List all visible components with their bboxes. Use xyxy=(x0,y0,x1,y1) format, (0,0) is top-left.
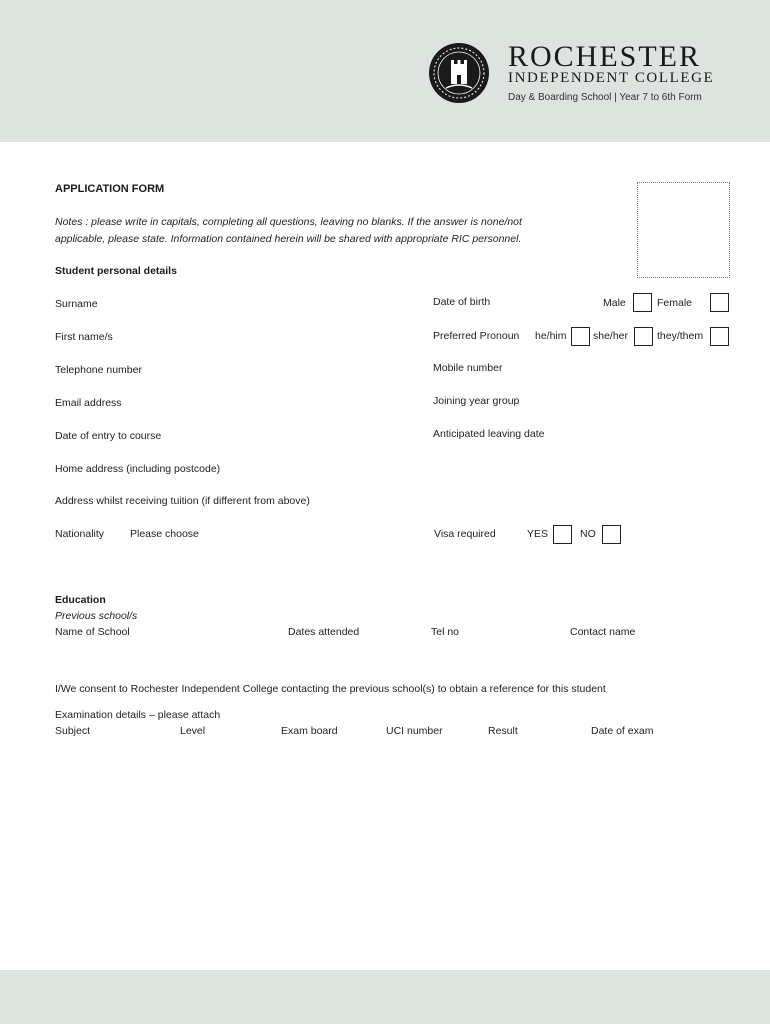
result-column: Result xyxy=(488,725,518,737)
visa-yes-label: YES xyxy=(527,528,549,540)
contact-name-column: Contact name xyxy=(570,626,636,638)
she-her-checkbox[interactable] xyxy=(634,327,653,346)
form-title: APPLICATION FORM xyxy=(55,183,165,195)
college-name: ROCHESTER xyxy=(508,40,702,73)
photo-box[interactable] xyxy=(637,182,730,278)
male-label: Male xyxy=(603,297,626,309)
female-label: Female xyxy=(657,297,693,309)
leaving-date-label: Anticipated leaving date xyxy=(433,428,545,440)
notes-line-2: applicable, please state. Information contained herein will be shared with appropriate RIC personnel. xyxy=(55,233,522,245)
email-label: Email address xyxy=(55,397,122,409)
visa-label: Visa required xyxy=(434,528,496,540)
he-him-label: he/him xyxy=(535,330,567,342)
entry-date-label: Date of entry to course xyxy=(55,430,162,442)
exam-board-column: Exam board xyxy=(281,725,338,737)
exam-details-heading: Examination details – please attach xyxy=(55,709,221,721)
they-them-label: they/them xyxy=(657,330,704,342)
exam-subject-column: Subject xyxy=(55,725,91,737)
joining-year-label: Joining year group xyxy=(433,395,520,407)
student-details-heading: Student personal details xyxy=(55,265,177,277)
visa-yes-checkbox[interactable] xyxy=(553,525,572,544)
notes-line-1: Notes : please write in capitals, completing all questions, leaving no blanks. If the answer is none/not xyxy=(55,216,522,228)
dates-attended-column: Dates attended xyxy=(288,626,360,638)
first-names-label: First name/s xyxy=(55,331,113,343)
college-tagline: Day & Boarding School | Year 7 to 6th Form xyxy=(508,92,702,103)
education-heading: Education xyxy=(55,594,106,606)
telephone-label: Telephone number xyxy=(55,364,142,376)
they-them-checkbox[interactable] xyxy=(710,327,729,346)
female-checkbox[interactable] xyxy=(710,293,729,312)
college-subtitle: INDEPENDENT COLLEGE xyxy=(508,70,715,86)
nationality-select[interactable]: Please choose xyxy=(130,528,199,540)
consent-text: I/We consent to Rochester Independent College contacting the previous school(s) to obtain a reference for this student xyxy=(55,683,606,695)
school-name-column: Name of School xyxy=(55,626,130,638)
exam-date-column: Date of exam xyxy=(591,725,654,737)
mobile-label: Mobile number xyxy=(433,362,503,374)
she-her-label: she/her xyxy=(593,330,629,342)
exam-level-column: Level xyxy=(180,725,206,737)
visa-no-label: NO xyxy=(580,528,596,540)
home-address-label: Home address (including postcode) xyxy=(55,463,221,475)
pronoun-label: Preferred Pronoun xyxy=(433,330,520,342)
surname-label: Surname xyxy=(55,298,98,310)
dob-label: Date of birth xyxy=(433,296,491,308)
uci-number-column: UCI number xyxy=(386,725,443,737)
he-him-checkbox[interactable] xyxy=(571,327,590,346)
footer-band xyxy=(0,970,770,1024)
previous-schools-label: Previous school/s xyxy=(55,610,138,622)
castle-crest-icon xyxy=(428,42,490,104)
visa-no-checkbox[interactable] xyxy=(602,525,621,544)
male-checkbox[interactable] xyxy=(633,293,652,312)
tel-no-column: Tel no xyxy=(431,626,460,638)
tuition-address-label: Address whilst receiving tuition (if different from above) xyxy=(55,495,310,507)
nationality-label: Nationality xyxy=(55,528,105,540)
